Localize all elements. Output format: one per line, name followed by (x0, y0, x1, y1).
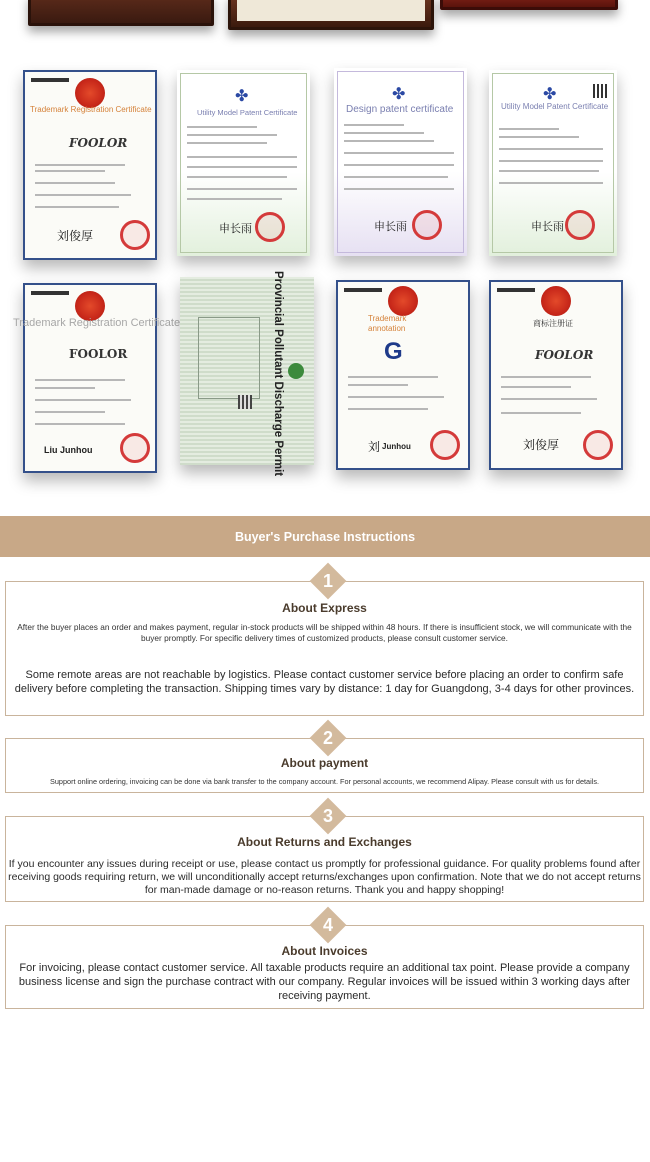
brand-logo: FOOLOR (535, 348, 594, 362)
signature: 申长雨 (374, 220, 407, 233)
signer-name: Liu Junhou (44, 445, 93, 455)
section-text: Some remote areas are not reachable by logistics. Please contact customer service before placing an order to confirm safe delivery before completing the transaction. Shipping times vary by distance: 1 day for Guangdong, 3-4 days for other provinces. (14, 669, 635, 695)
design-patent-certificate (334, 68, 467, 256)
utility-model-certificate-1 (177, 70, 310, 256)
red-seal-stamp (255, 212, 285, 242)
red-seal-stamp (120, 433, 150, 463)
red-seal-stamp (430, 430, 460, 460)
purchase-instructions-banner (0, 516, 650, 557)
signature: 申长雨 (219, 222, 252, 235)
section-title: About payment (280, 756, 369, 770)
utility-model-certificate-2 (489, 70, 617, 256)
brand-logo-icon: G (384, 338, 403, 365)
trademark-certificate-1 (23, 70, 157, 260)
step-1-badge-icon: 1 (309, 562, 347, 600)
section-title: About Returns and Exchanges (237, 835, 412, 849)
red-seal-stamp (565, 210, 595, 240)
red-seal-stamp (412, 210, 442, 240)
certificate-caption: Trademark annotation (368, 314, 407, 333)
red-seal-stamp (120, 220, 150, 250)
certificate-caption-cn: 商标注册证 (533, 319, 573, 328)
patent-office-logo-icon: ✤ (392, 86, 406, 103)
section-title: About Invoices (281, 944, 368, 958)
signature: 刘俊厚 (523, 438, 560, 452)
pollutant-discharge-permit (180, 271, 314, 477)
section-text: After the buyer places an order and makes payment, regular in-stock products will be shipped within 48 hours. If there is insufficient stock, we will communicate with the buyer promptly. For specific delivery times of customized products, please consult customer service. (17, 622, 632, 643)
section-text: If you encounter any issues during receipt or use, please contact us promptly for professional guidance. For quality problems found after receiving goods requiring return, we will unconditionally accept returns/exchanges upon confirmation. Note that we do not accept returns for man-made damage or no-reason returns. Thank you and happy shopping! (8, 858, 641, 896)
certificate-caption: Utility Model Patent Certificate (501, 102, 609, 111)
step-4-badge-icon: 4 (309, 906, 347, 944)
green-seal-icon (288, 363, 304, 379)
framed-certificate (228, 0, 434, 30)
step-3-badge-icon: 3 (309, 797, 347, 835)
national-emblem-icon (388, 286, 418, 316)
trademark-certificate-3 (336, 280, 470, 470)
red-seal-stamp (583, 430, 613, 460)
watermark-caption: Trademark Registration Certificate (13, 317, 181, 329)
trademark-certificate-4 (489, 280, 623, 470)
certificate-caption: Utility Model Patent Certificate (197, 108, 298, 117)
section-text: For invoicing, please contact customer service. All taxable products require an additional tax point. Please provide a company business license and sign the purchase contract with our company. Regular invoices will be issued within 3 working days after receiving payment. (18, 962, 631, 1002)
certificate-caption: Trademark Registration Certificate (30, 105, 152, 114)
qr-code-icon (593, 84, 607, 98)
signer-name: Junhou (382, 442, 411, 451)
signature: 申长雨 (531, 220, 564, 233)
section-express (5, 581, 644, 716)
brand-logo: FOOLOR (69, 347, 128, 361)
framed-certificate (440, 0, 618, 10)
patent-office-logo-icon: ✤ (235, 88, 249, 105)
national-emblem-icon (541, 286, 571, 316)
framed-certificate (28, 0, 214, 26)
national-emblem-icon (75, 78, 105, 108)
section-text: Support online ordering, invoicing can be done via bank transfer to the company account. For personal accounts, we recommend Alipay. Please consult with us for details. (49, 777, 600, 786)
step-2-badge-icon: 2 (309, 719, 347, 757)
framed-certificates-row (0, 0, 650, 45)
qr-code-icon (238, 395, 252, 409)
signature: 刘俊厚 (57, 229, 94, 243)
signature: 刘 (368, 440, 381, 454)
patent-office-logo-icon: ✤ (543, 86, 557, 103)
brand-logo: FOOLOR (69, 136, 128, 150)
banner-title: Buyer's Purchase Instructions (234, 529, 416, 544)
section-title: About Express (282, 601, 367, 615)
certificate-caption: Design patent certificate (346, 104, 454, 115)
permit-title: Provincial Pollutant Discharge Permit (272, 271, 284, 477)
